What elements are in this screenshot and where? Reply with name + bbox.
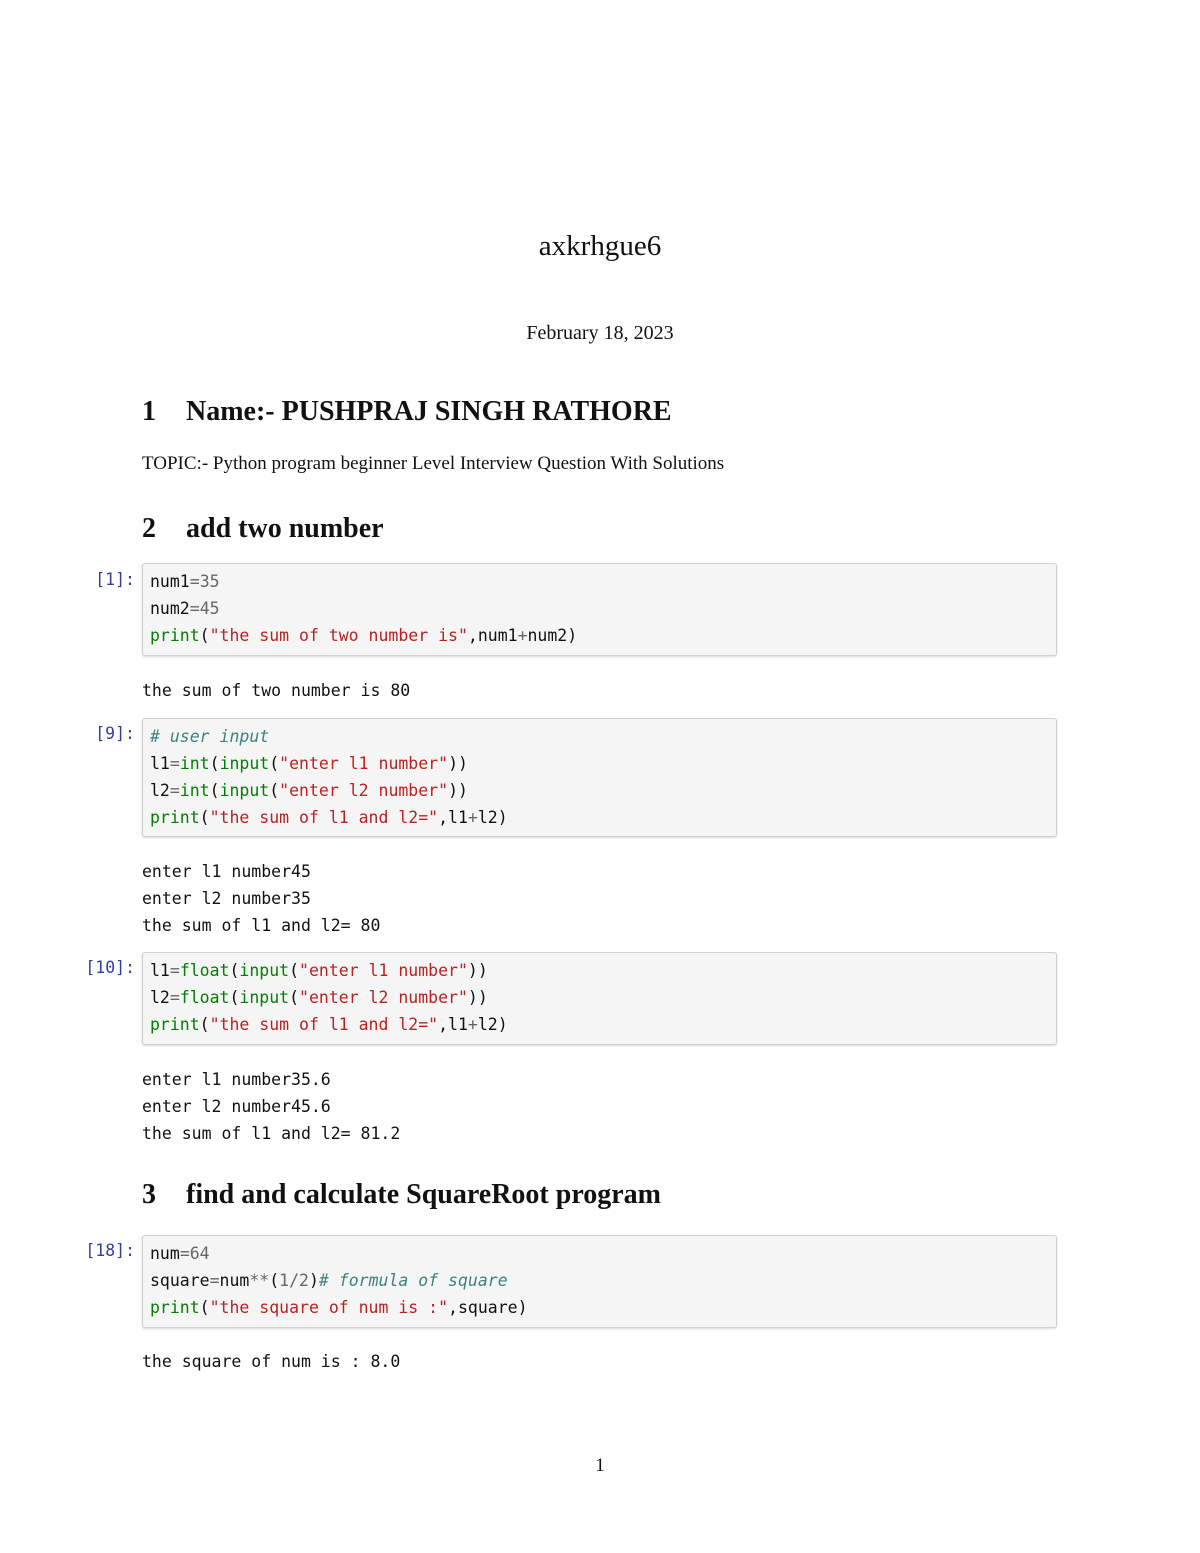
code-token: "enter l2 number"	[299, 988, 468, 1007]
code-token: =	[209, 1271, 220, 1290]
document-date: February 18, 2023	[526, 322, 674, 344]
code-token: print	[150, 1015, 200, 1034]
code-token: "the sum of l1 and l2="	[209, 808, 439, 827]
cell-prompt: [1]:	[95, 570, 135, 589]
code-token: l2	[150, 988, 170, 1007]
code-token: print	[150, 808, 200, 827]
code-token: input	[239, 988, 290, 1007]
output-line: the sum of l1 and l2= 80	[142, 916, 381, 935]
section-number: 3	[142, 1179, 156, 1210]
document-title: axkrhgue6	[538, 230, 662, 262]
code-token: "enter l1 number"	[299, 961, 468, 980]
code-cell[interactable]	[142, 563, 1057, 656]
code-line	[150, 984, 1049, 1011]
cell-prompt: [18]:	[85, 1241, 135, 1260]
code-line	[150, 804, 1049, 831]
topic-paragraph: TOPIC:- Python program beginner Level Interview Question With Solutions	[142, 453, 725, 474]
code-line	[150, 750, 1049, 777]
output-line: enter l1 number45	[142, 862, 311, 881]
section-title: add two number	[186, 513, 384, 544]
code-token: =	[169, 781, 180, 800]
code-token: print	[150, 1298, 200, 1317]
code-token: # formula of square	[318, 1271, 508, 1290]
code-token: l1	[150, 961, 170, 980]
code-token: (	[199, 1298, 210, 1317]
code-token: 2	[299, 1271, 309, 1290]
code-token: ))	[467, 961, 488, 980]
code-token: input	[239, 961, 290, 980]
code-token: float	[179, 961, 230, 980]
code-token: +	[467, 1015, 478, 1034]
cell-output	[142, 1066, 400, 1147]
code-token: l2)	[477, 808, 508, 827]
code-token: /	[289, 1271, 300, 1290]
code-token: l1	[150, 754, 170, 773]
code-line	[150, 595, 1049, 622]
cell-prompt: [9]:	[95, 724, 135, 743]
code-token: 45	[199, 599, 220, 618]
code-token: (	[209, 754, 220, 773]
code-token: ,l1	[438, 1015, 468, 1034]
code-token: (	[289, 988, 300, 1007]
code-token: (	[229, 961, 240, 980]
code-token: "the sum of l1 and l2="	[209, 1015, 439, 1034]
code-token: (	[209, 781, 220, 800]
code-token: int	[179, 781, 210, 800]
code-cell[interactable]	[142, 718, 1057, 837]
code-token: float	[179, 988, 230, 1007]
code-token: =	[189, 599, 200, 618]
output-line: the sum of two number is 80	[142, 681, 411, 700]
code-cell[interactable]	[142, 952, 1057, 1045]
code-token: "enter l1 number"	[279, 754, 449, 773]
code-token: # user input	[150, 727, 270, 746]
cell-output	[142, 677, 410, 704]
code-token: ,l1	[438, 808, 468, 827]
code-token: +	[517, 626, 528, 645]
cell-output	[142, 858, 380, 939]
code-token: ,square)	[448, 1298, 528, 1317]
cell-prompt: [10]:	[85, 958, 135, 977]
code-token: num2)	[527, 626, 578, 645]
code-line	[150, 1011, 1049, 1038]
code-token: 35	[199, 572, 220, 591]
code-token: **	[249, 1271, 270, 1290]
code-token: (	[199, 808, 210, 827]
code-token: ))	[448, 781, 468, 800]
output-line: the sum of l1 and l2= 81.2	[142, 1124, 401, 1143]
code-token: ,num1	[467, 626, 518, 645]
code-token: "the square of num is :"	[209, 1298, 449, 1317]
output-line: enter l2 number45.6	[142, 1097, 331, 1116]
code-line	[150, 568, 1049, 595]
section-number: 1	[142, 396, 156, 427]
code-body	[150, 723, 1049, 831]
code-token: =	[169, 961, 180, 980]
code-token: (	[199, 626, 210, 645]
code-token: (	[269, 781, 280, 800]
code-line	[150, 723, 1049, 750]
code-token: (	[269, 754, 280, 773]
code-line	[150, 1267, 1049, 1294]
code-cell[interactable]	[142, 1235, 1057, 1328]
code-token: num1	[150, 572, 190, 591]
code-line	[150, 1294, 1049, 1321]
code-token: (	[289, 961, 300, 980]
code-line	[150, 957, 1049, 984]
output-line: enter l1 number35.6	[142, 1070, 331, 1089]
code-token: input	[219, 754, 270, 773]
code-token: +	[467, 808, 478, 827]
output-line: enter l2 number35	[142, 889, 311, 908]
code-token: input	[219, 781, 270, 800]
code-body	[150, 957, 1049, 1038]
code-token: l2	[150, 781, 170, 800]
code-line	[150, 777, 1049, 804]
code-body	[150, 1240, 1049, 1321]
code-token: num2	[150, 599, 190, 618]
code-token: )	[308, 1271, 319, 1290]
code-body	[150, 568, 1049, 649]
code-token: =	[179, 1244, 190, 1263]
section-heading-name	[142, 396, 672, 428]
section-heading-add-two-number	[142, 513, 384, 545]
code-token: num	[219, 1271, 250, 1290]
code-token: int	[179, 754, 210, 773]
code-token: "enter l2 number"	[279, 781, 449, 800]
code-token: num	[150, 1244, 180, 1263]
section-title: Name:- PUSHPRAJ SINGH RATHORE	[186, 396, 672, 427]
code-token: (	[229, 988, 240, 1007]
cell-output	[142, 1348, 400, 1375]
code-token: ))	[467, 988, 488, 1007]
code-token: ))	[448, 754, 468, 773]
code-token: 64	[189, 1244, 210, 1263]
code-token: (	[199, 1015, 210, 1034]
code-token: square	[150, 1271, 210, 1290]
code-token: (	[269, 1271, 280, 1290]
code-token: "the sum of two number is"	[209, 626, 468, 645]
section-title: find and calculate SquareRoot program	[186, 1179, 661, 1210]
code-token: 1	[279, 1271, 290, 1290]
code-token: =	[169, 988, 180, 1007]
page-number: 1	[595, 1455, 605, 1476]
section-heading-square-root	[142, 1179, 661, 1211]
code-line	[150, 622, 1049, 649]
code-line	[150, 1240, 1049, 1267]
section-number: 2	[142, 513, 156, 544]
output-line: the square of num is : 8.0	[142, 1352, 401, 1371]
code-token: =	[189, 572, 200, 591]
code-token: print	[150, 626, 200, 645]
code-token: l2)	[477, 1015, 508, 1034]
code-token: =	[169, 754, 180, 773]
